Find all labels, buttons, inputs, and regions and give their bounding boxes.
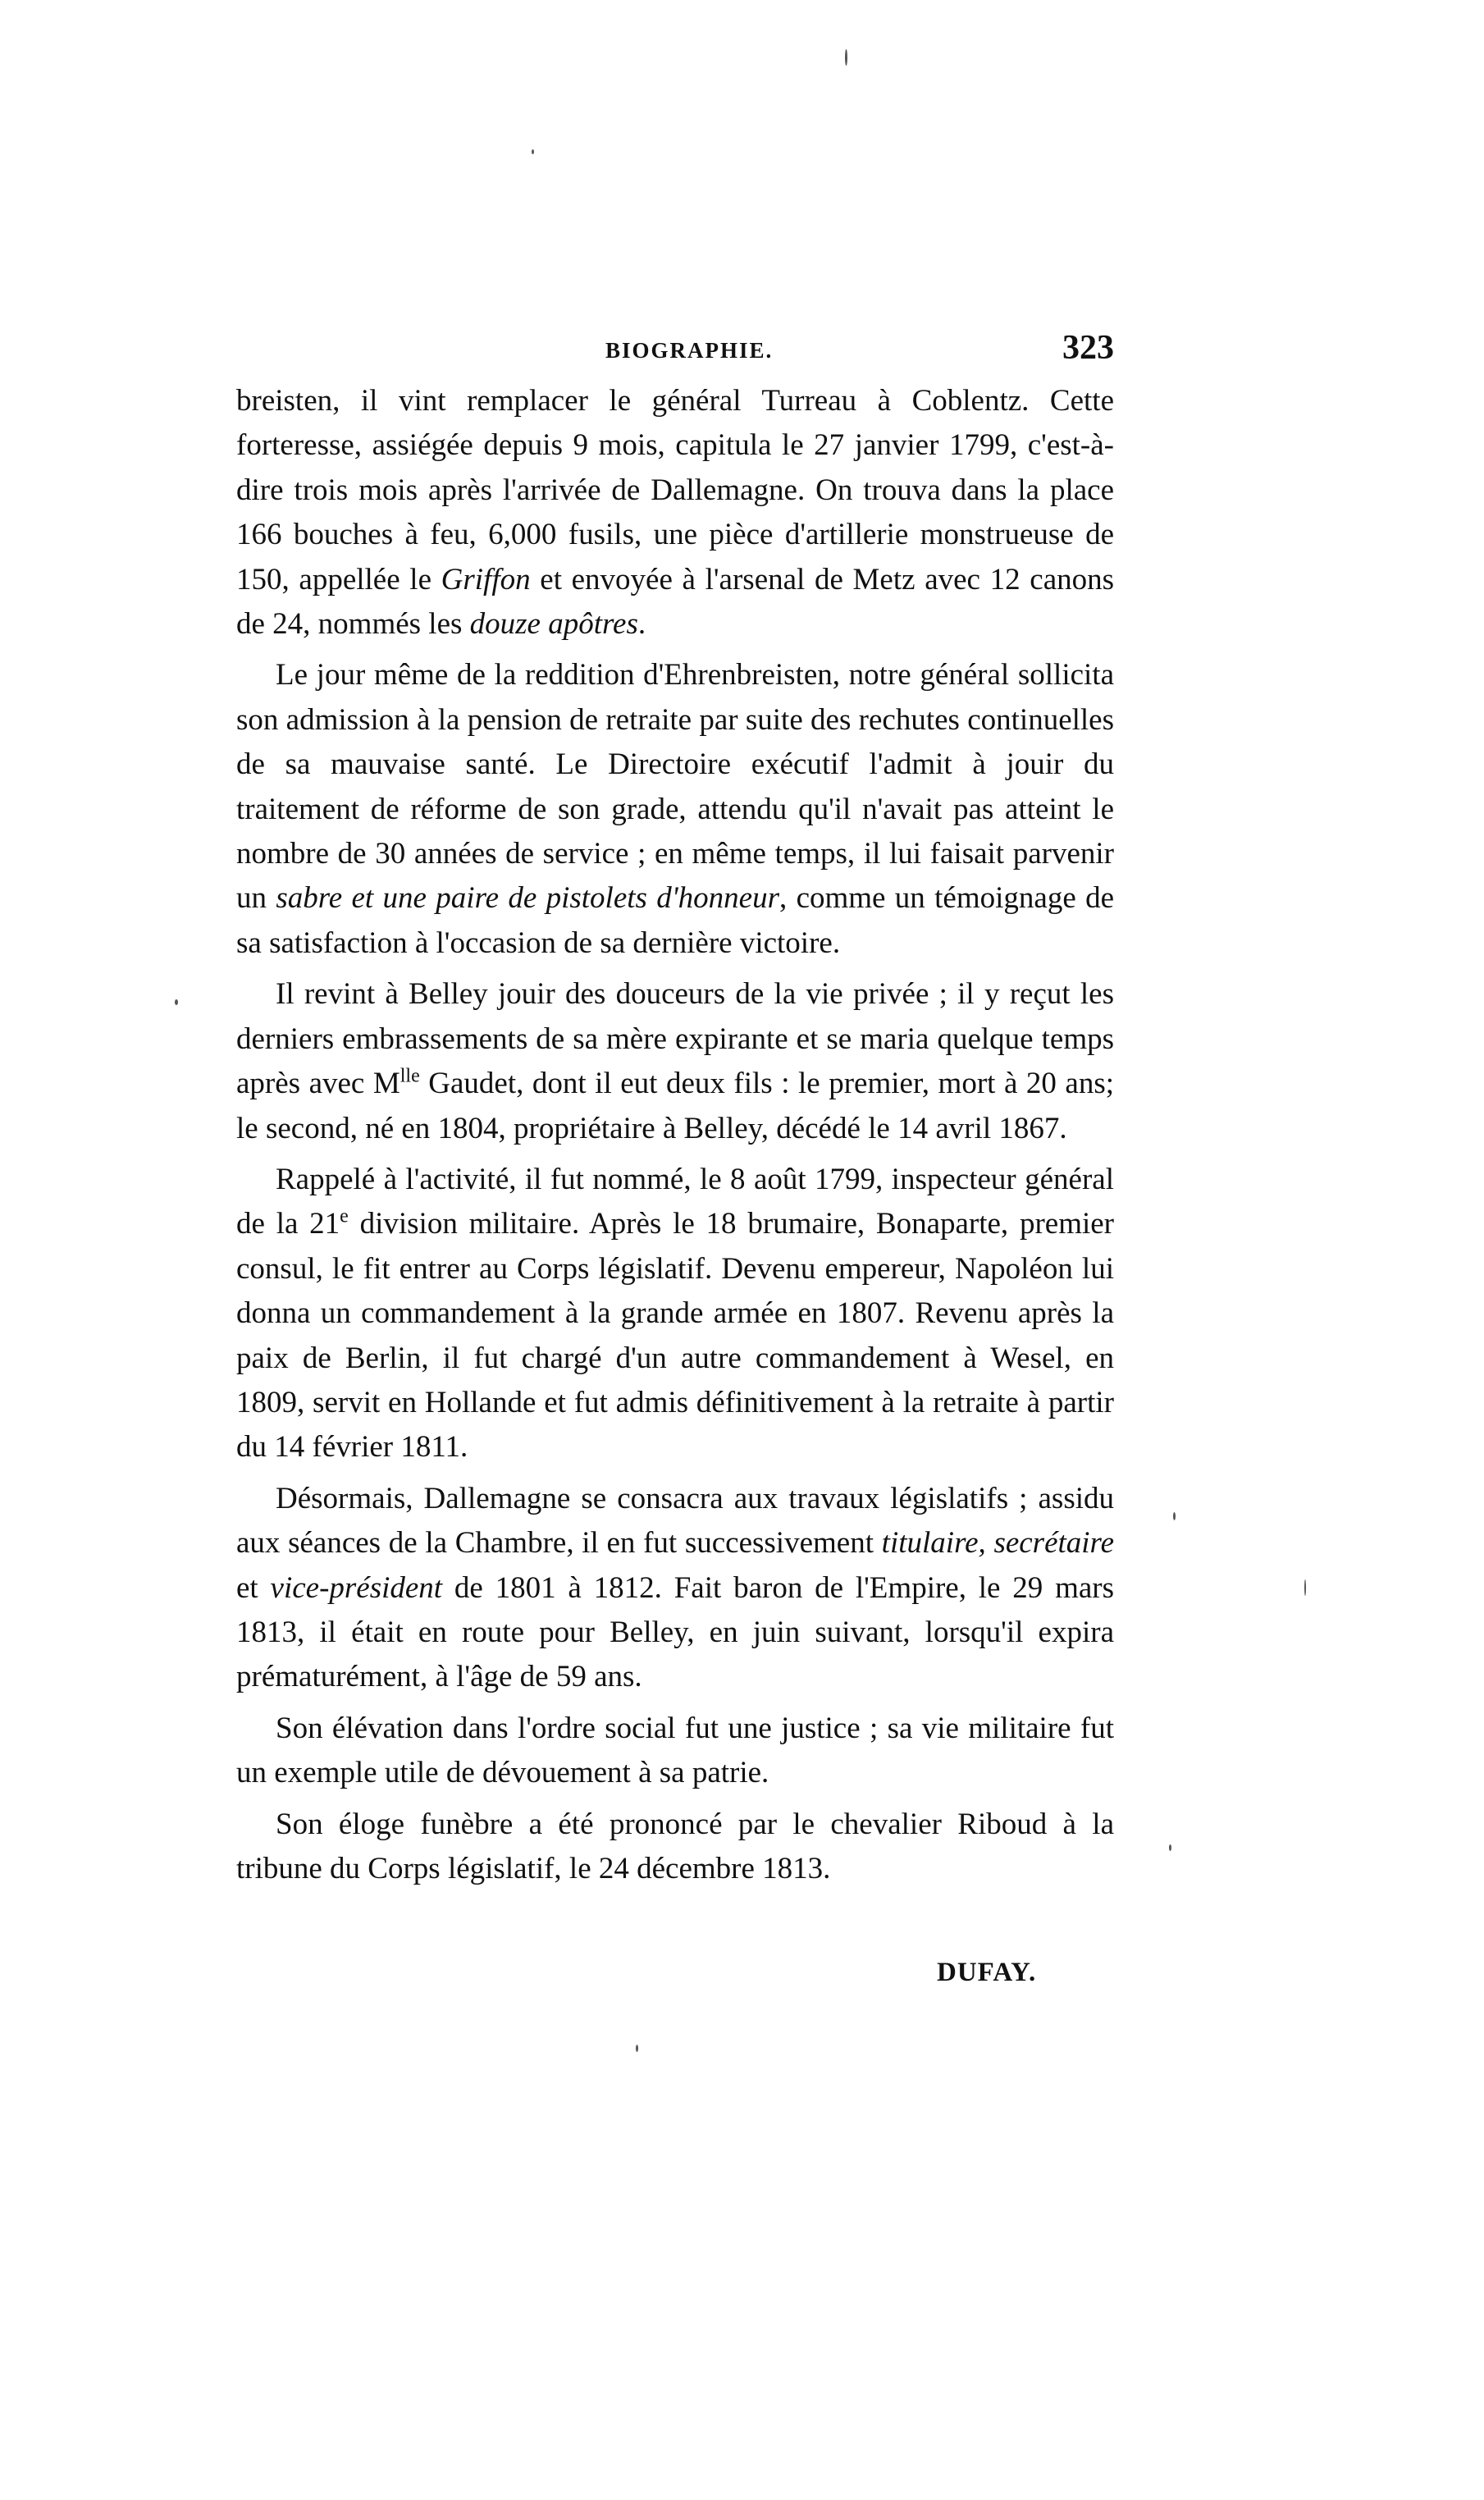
body-text bbox=[236, 379, 1114, 1898]
page-header bbox=[236, 328, 1114, 377]
text-run: Gaudet, dont il eut deux fils : le premier, mort à 20 ans; le second, né en 1804, propriétaire à Belley, décédé le 14 avril 1867. bbox=[236, 1067, 1114, 1145]
text-run: et bbox=[236, 1570, 271, 1605]
italic-text: titulaire, secrétaire bbox=[881, 1526, 1115, 1561]
italic-text: sabre et une paire de pistolets d'honneur bbox=[276, 881, 779, 916]
paragraph-3 bbox=[236, 972, 1114, 1151]
author-signature: DUFAY. bbox=[937, 1958, 1037, 1987]
scan-speck bbox=[1304, 1579, 1306, 1596]
paragraph-5 bbox=[236, 1477, 1114, 1700]
italic-text: vice-président bbox=[270, 1570, 443, 1605]
scan-speck bbox=[175, 999, 178, 1005]
text-run: Son élévation dans l'ordre social fut une justice ; sa vie militaire fut un exemple utile de dévouement à sa patrie. bbox=[236, 1711, 1114, 1790]
paragraph-6 bbox=[236, 1707, 1114, 1796]
paragraph-7 bbox=[236, 1803, 1114, 1892]
paragraph-4 bbox=[236, 1158, 1114, 1470]
italic-text: douze apôtres bbox=[469, 607, 638, 642]
paragraph-1 bbox=[236, 379, 1114, 647]
superscript-text: e bbox=[340, 1205, 349, 1227]
page-number: 323 bbox=[1062, 329, 1114, 367]
text-run: . bbox=[637, 607, 646, 642]
text-run: breisten, il vint remplacer le général Turreau à Coblentz. Cette forteresse, assiégée depuis 9 mois, capitula le 27 janvier 1799, c'est-à-dire trois mois après l'arrivée de Dallemagne. On trouva dans la place 166 bouches à feu, 6,000 fusils, une pièce d'artillerie monstrueuse de 150, appellée le bbox=[236, 384, 1114, 596]
superscript-text: lle bbox=[400, 1065, 420, 1087]
text-run: Rappelé à l'activité, il fut nommé, le 8 août 1799, inspecteur général de la 21 bbox=[236, 1162, 1114, 1241]
running-head: BIOGRAPHIE. bbox=[605, 338, 774, 363]
text-run: Son éloge funèbre a été prononcé par le chevalier Riboud à la tribune du Corps législatif, le 24 décembre 1813. bbox=[236, 1807, 1114, 1885]
scan-speck bbox=[1173, 1512, 1176, 1520]
text-run: division militaire. Après le 18 brumaire, Bonaparte, premier consul, le fit entrer au Corps législatif. Devenu empereur, Napoléon lui donna un commandement à la grande armée en 1807. Revenu après la paix de Berlin, il fut chargé d'un autre commandement à Wesel, en 1809, servit en Hollande et fut admis définitivement à la retraite à partir du 14 février 1811. bbox=[236, 1207, 1115, 1465]
text-run: Il revint à Belley jouir des douceurs de la vie privée ; il y reçut les derniers embrassements de sa mère expirante et se maria quelque temps après avec M bbox=[236, 977, 1114, 1101]
text-run: Le jour même de la reddition d'Ehrenbreisten, notre général sollicita son admission à la pension de retraite par suite des rechutes continuelles de sa mauvaise santé. Le Directoire exécutif l'admit à jouir du traitement de réforme de son grade, attendu qu'il n'avait pas atteint le nombre de 30 années de service ; en même temps, il lui faisait parvenir un bbox=[236, 658, 1114, 916]
paragraph-2 bbox=[236, 653, 1114, 966]
text-run: et envoyée à l'arsenal de Metz avec 12 canons de 24, nommés les bbox=[236, 562, 1115, 642]
text-run: Désormais, Dallemagne se consacra aux travaux législatifs ; assidu aux séances de la Chambre, il en fut successivement bbox=[236, 1481, 1114, 1561]
text-run: de 1801 à 1812. Fait baron de l'Empire, le 29 mars 1813, il était en route pour Belley, en juin suivant, lorsqu'il expira prématurément, à l'âge de 59 ans. bbox=[236, 1570, 1115, 1694]
scan-speck bbox=[845, 49, 847, 66]
scan-speck bbox=[1169, 1844, 1171, 1851]
text-run: , comme un témoignage de sa satisfaction à l'occasion de sa dernière victoire. bbox=[236, 881, 1114, 960]
scan-speck bbox=[636, 2045, 638, 2052]
scan-speck bbox=[532, 149, 534, 154]
italic-text: Griffon bbox=[441, 562, 531, 596]
